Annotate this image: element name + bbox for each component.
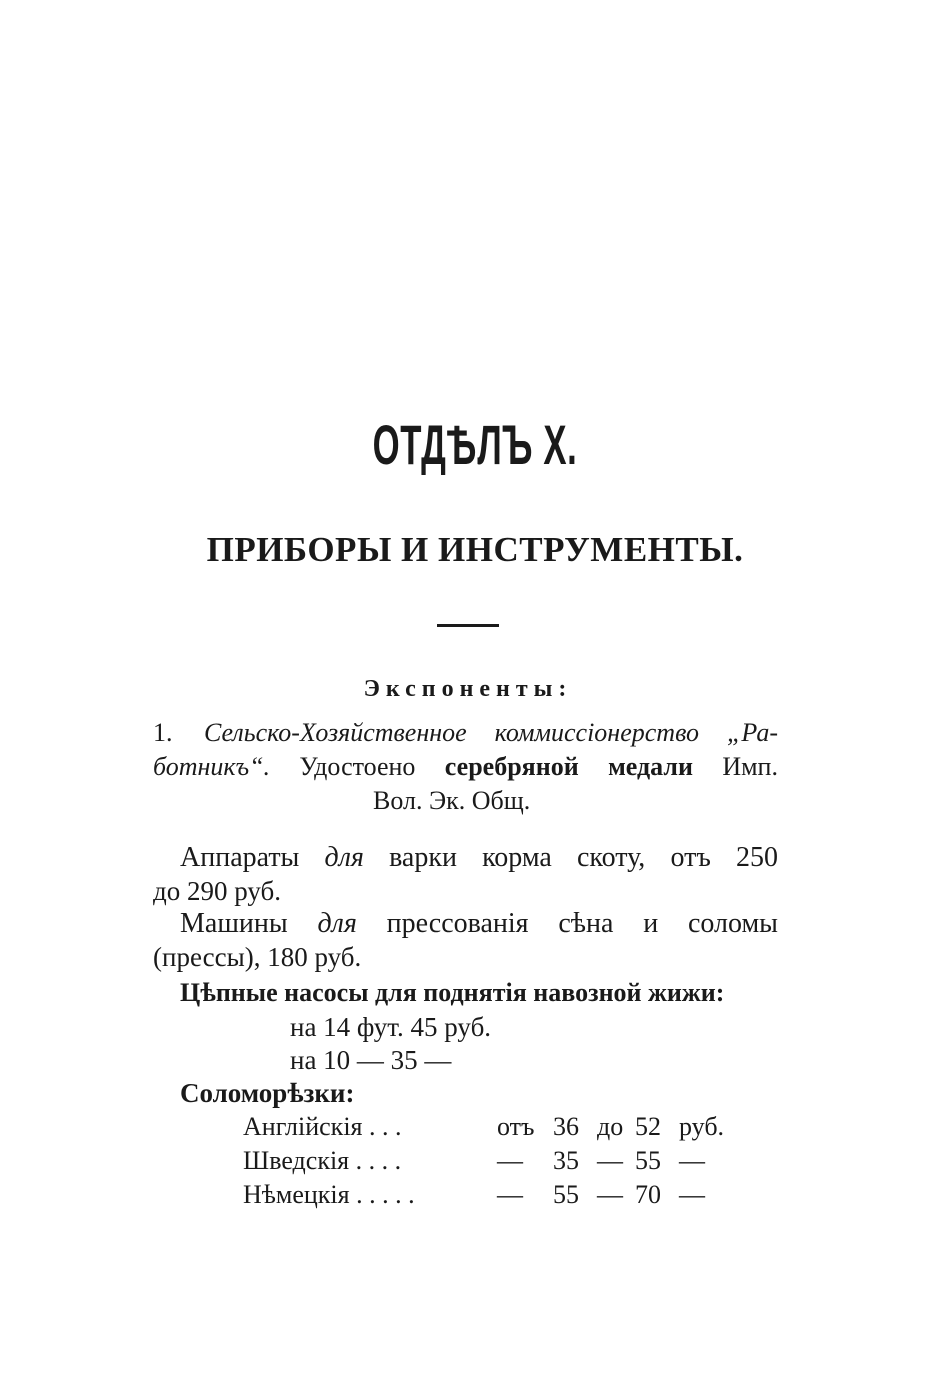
exhibitors-heading: Экспоненты: xyxy=(363,676,573,702)
row-from: — xyxy=(497,1146,523,1175)
item-word: варки xyxy=(389,842,457,873)
entry-name-word: Сельско-Хозяйственное xyxy=(204,718,467,747)
row-to: — xyxy=(597,1146,623,1175)
item-press-line1 xyxy=(180,908,778,940)
item-word: 250 xyxy=(735,842,778,873)
item-word: Машины xyxy=(180,908,288,939)
item-apparatus-line1 xyxy=(180,842,778,874)
item-apparatus-line2: до 290 руб. xyxy=(153,876,282,906)
row-min: 36 xyxy=(553,1112,579,1141)
item-word: и xyxy=(643,908,659,939)
row-min: 55 xyxy=(553,1180,579,1209)
entry-name-line1 xyxy=(204,718,778,748)
item-pumps-sub2: на 10 — 35 — xyxy=(290,1045,452,1075)
row-max: 70 xyxy=(635,1180,661,1209)
item-pumps-sub1: на 14 фут. 45 руб. xyxy=(290,1012,492,1042)
row-to: до xyxy=(597,1112,624,1141)
row-name: Англійскія . . . xyxy=(243,1112,402,1141)
entry-name-word: „Ра- xyxy=(726,718,778,747)
award-word: Удостоено xyxy=(299,752,416,781)
item-word: скоту, xyxy=(576,842,646,873)
entry-number: 1. xyxy=(153,718,173,747)
row-to: — xyxy=(597,1180,623,1209)
row-name: Шведскія . . . . xyxy=(243,1146,402,1175)
row-from: отъ xyxy=(497,1112,535,1141)
entry-name-part2: ботникъ“. xyxy=(153,752,271,781)
item-straw-cutters: Соломорѣзки: xyxy=(180,1078,355,1108)
section-subtitle: ПРИБОРЫ И ИНСТРУМЕНТЫ. xyxy=(206,530,744,569)
entry-line2 xyxy=(153,752,778,782)
row-unit: руб. xyxy=(679,1112,725,1141)
item-word: прессованія xyxy=(386,908,529,939)
divider-rule xyxy=(437,624,499,627)
item-word: для xyxy=(324,842,364,873)
award-word: Имп. xyxy=(722,752,778,781)
award-word: серебряной xyxy=(444,752,579,781)
entry-award-line2: Вол. Эк. Общ. xyxy=(373,786,531,815)
item-word: корма xyxy=(482,842,552,873)
award-word: медали xyxy=(608,752,693,781)
row-max: 52 xyxy=(635,1112,661,1141)
row-max: 55 xyxy=(635,1146,661,1175)
item-word: Аппараты xyxy=(180,842,300,873)
item-press-line2: (прессы), 180 руб. xyxy=(153,942,362,972)
row-from: — xyxy=(497,1180,523,1209)
row-name: Нѣмецкія . . . . . xyxy=(243,1180,415,1209)
item-word: соломы xyxy=(687,908,778,939)
item-word: отъ xyxy=(670,842,711,873)
item-word: сѣна xyxy=(558,908,614,939)
section-title: ОТДѢЛЪ X. xyxy=(372,413,578,476)
entry-name-word: коммиссіонерство xyxy=(494,718,700,747)
row-min: 35 xyxy=(553,1146,579,1175)
item-pumps: Цѣпные насосы для поднятія навозной жижи: xyxy=(180,978,725,1007)
row-unit: — xyxy=(679,1180,705,1209)
item-word: для xyxy=(317,908,357,939)
row-unit: — xyxy=(679,1146,705,1175)
